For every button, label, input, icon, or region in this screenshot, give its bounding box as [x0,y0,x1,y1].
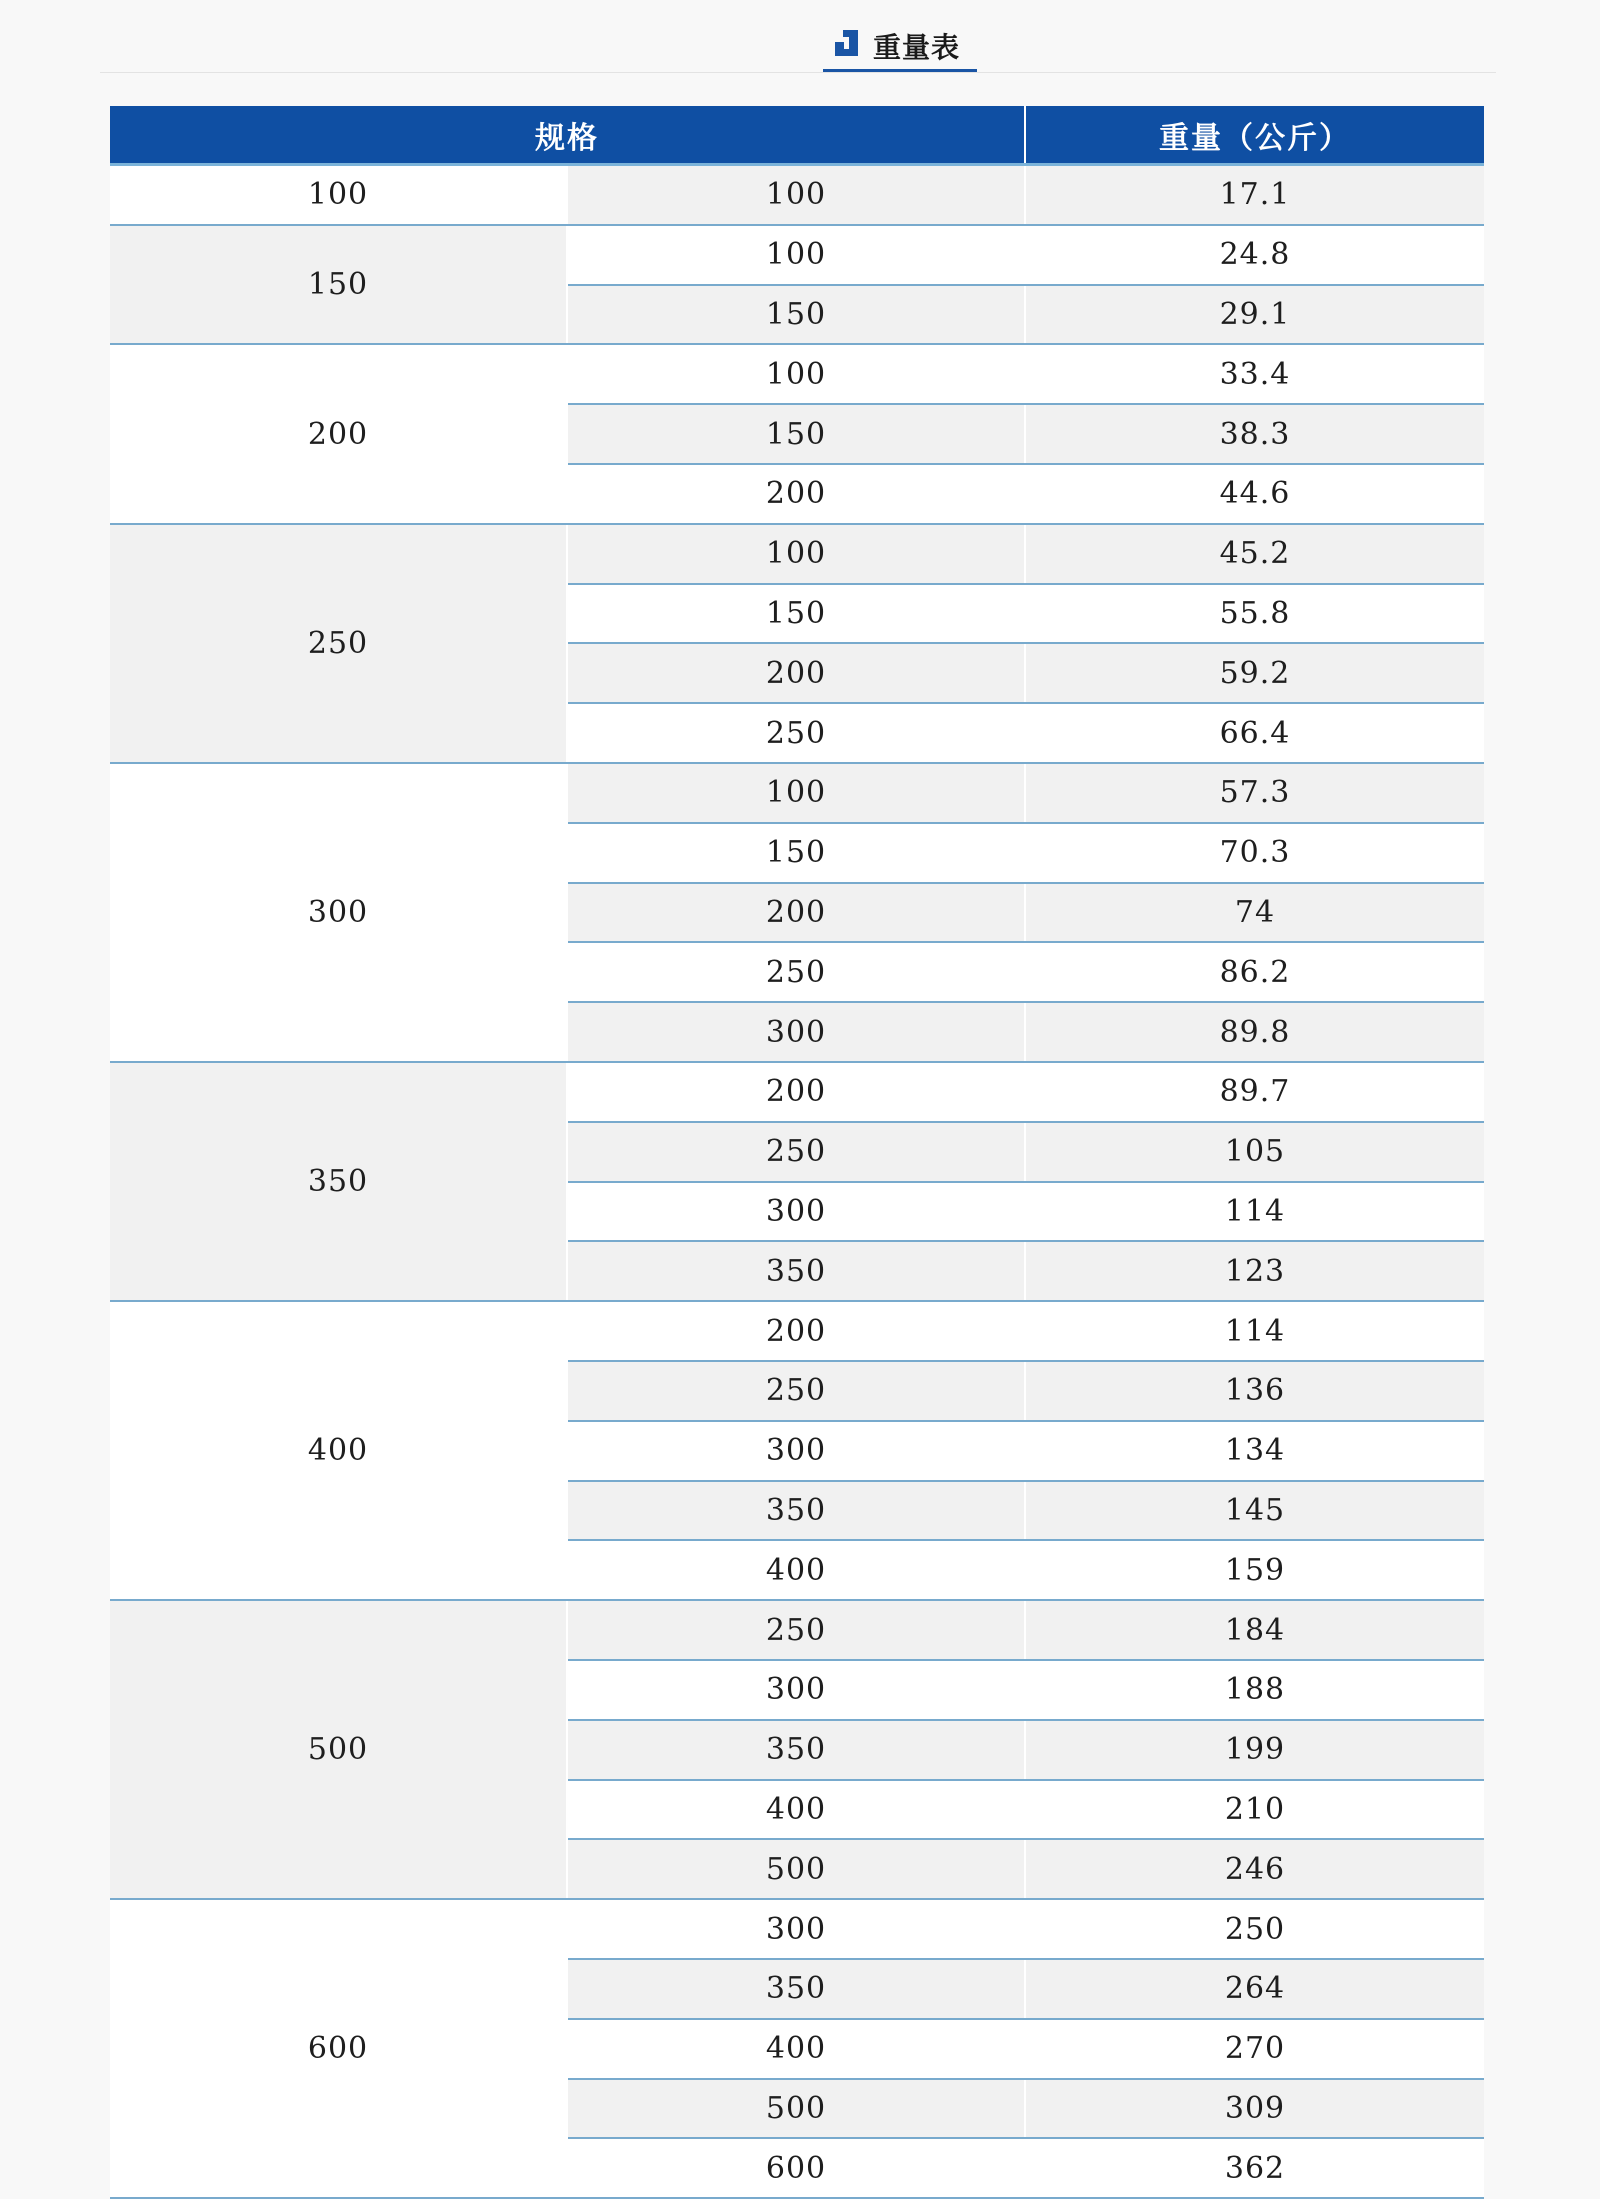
column-header-weight: 重量（公斤） [1025,106,1484,165]
weight-cell: 33.4 [1025,344,1484,404]
section-header [100,0,1496,73]
sub-spec-cell: 200 [567,1062,1025,1122]
weight-cell: 264 [1025,1959,1484,2019]
weight-cell: 246 [1025,1839,1484,1899]
sub-spec-cell: 150 [567,584,1025,644]
weight-cell: 114 [1025,1182,1484,1242]
table-row [110,524,1484,584]
weight-cell: 38.3 [1025,404,1484,464]
weight-cell: 59.2 [1025,643,1484,703]
table-row [110,165,1484,225]
sub-spec-cell: 350 [567,1241,1025,1301]
table-row [110,225,1484,285]
weight-cell: 89.8 [1025,1002,1484,1062]
sub-spec-cell: 350 [567,1481,1025,1541]
weight-cell: 188 [1025,1660,1484,1720]
sub-spec-cell: 400 [567,1780,1025,1840]
weight-cell: 57.3 [1025,763,1484,823]
spec-group-cell: 350 [110,1062,567,1301]
sub-spec-cell: 250 [567,1361,1025,1421]
sub-spec-cell: 250 [567,1600,1025,1660]
sub-spec-cell: 350 [567,1720,1025,1780]
weight-cell: 250 [1025,1899,1484,1959]
weight-cell: 159 [1025,1540,1484,1600]
sub-spec-cell: 100 [567,344,1025,404]
sub-spec-cell: 500 [567,2079,1025,2139]
sub-spec-cell: 300 [567,1660,1025,1720]
spec-group-cell: 200 [110,344,567,523]
weight-cell: 74 [1025,883,1484,943]
weight-cell: 45.2 [1025,524,1484,584]
weight-cell: 66.4 [1025,703,1484,763]
spec-group-cell: 250 [110,524,567,763]
spec-group-cell: 150 [110,225,567,345]
table-row [110,1600,1484,1660]
sub-spec-cell: 600 [567,2138,1025,2198]
weight-cell: 270 [1025,2019,1484,2079]
sub-spec-cell: 200 [567,464,1025,524]
sub-spec-cell: 100 [567,225,1025,285]
table-row [110,1062,1484,1122]
weight-cell: 55.8 [1025,584,1484,644]
weight-cell: 86.2 [1025,942,1484,1002]
weight-cell: 114 [1025,1301,1484,1361]
weight-cell: 17.1 [1025,165,1484,225]
sub-spec-cell: 400 [567,2019,1025,2079]
sub-spec-cell: 200 [567,1301,1025,1361]
table-header-row [110,106,1484,165]
table-row [110,344,1484,404]
weight-cell: 134 [1025,1421,1484,1481]
weight-cell: 309 [1025,2079,1484,2139]
sub-spec-cell: 200 [567,643,1025,703]
weight-cell: 145 [1025,1481,1484,1541]
spec-group-cell: 100 [110,165,567,225]
sub-spec-cell: 300 [567,1899,1025,1959]
sub-spec-cell: 500 [567,1839,1025,1899]
section-title-tab [823,22,977,72]
sub-spec-cell: 250 [567,703,1025,763]
weight-cell: 44.6 [1025,464,1484,524]
table-row [110,1301,1484,1361]
weight-cell: 29.1 [1025,285,1484,345]
sub-spec-cell: 150 [567,823,1025,883]
weight-cell: 362 [1025,2138,1484,2198]
weight-cell: 184 [1025,1600,1484,1660]
table-row [110,1899,1484,1959]
spec-group-cell: 400 [110,1301,567,1600]
sub-spec-cell: 350 [567,1959,1025,2019]
weight-cell: 210 [1025,1780,1484,1840]
weight-cell: 24.8 [1025,225,1484,285]
sub-spec-cell: 300 [567,1182,1025,1242]
weight-cell: 105 [1025,1122,1484,1182]
table-body [110,165,1484,2199]
weight-table [110,106,1484,2199]
weight-cell: 136 [1025,1361,1484,1421]
sub-spec-cell: 400 [567,1540,1025,1600]
weight-cell: 89.7 [1025,1062,1484,1122]
sub-spec-cell: 250 [567,942,1025,1002]
sub-spec-cell: 100 [567,524,1025,584]
weight-cell: 123 [1025,1241,1484,1301]
weight-cell: 199 [1025,1720,1484,1780]
sub-spec-cell: 150 [567,285,1025,345]
table-row [110,763,1484,823]
sub-spec-cell: 100 [567,165,1025,225]
spec-group-cell: 500 [110,1600,567,1899]
spec-group-cell: 300 [110,763,567,1062]
sub-spec-cell: 100 [567,763,1025,823]
spec-group-cell: 600 [110,1899,567,2198]
section-title: 重量表 [873,31,961,64]
sub-spec-cell: 250 [567,1122,1025,1182]
column-header-spec: 规格 [110,106,1025,165]
weight-cell: 70.3 [1025,823,1484,883]
brand-mark-icon [835,30,861,58]
sub-spec-cell: 150 [567,404,1025,464]
sub-spec-cell: 200 [567,883,1025,943]
sub-spec-cell: 300 [567,1421,1025,1481]
sub-spec-cell: 300 [567,1002,1025,1062]
